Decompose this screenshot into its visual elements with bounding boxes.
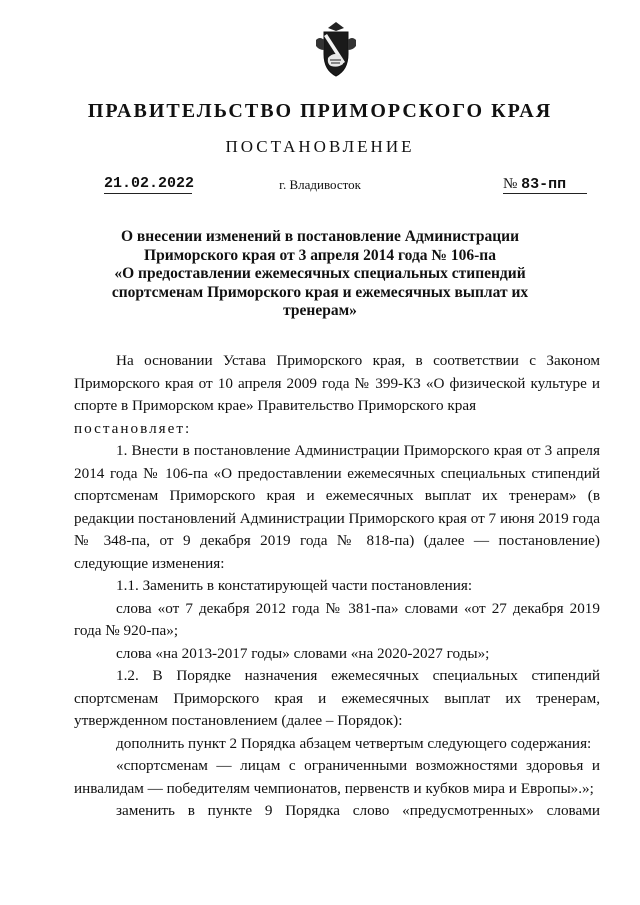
paragraph-1-1-b: слова «на 2013-2017 годы» словами «на 2020-2027 годы»; xyxy=(116,644,490,662)
heading-line: «О предоставлении ежемесячных специальных стипендий xyxy=(114,265,526,282)
coat-of-arms-icon xyxy=(306,20,366,80)
number-prefix: № xyxy=(503,176,518,192)
document-body xyxy=(74,350,600,823)
document-heading xyxy=(80,228,560,321)
paragraph-1-1-a: слова «от 7 декабря 2012 года № 381-па» словами «от 27 декабря 2019 года № 920-па»; xyxy=(74,599,600,639)
paragraph-1-2-a: дополнить пункт 2 Порядка абзацем четвертым следующего содержания: xyxy=(116,734,592,752)
paragraph-1-2-quote: «спортсменам — лицам с ограниченными возможностями здоровья и инвалидам — победителям чемпионатов, первенств и кубков мира и Европы».»; xyxy=(74,757,600,797)
paragraph-1-2-b: заменить в пункте 9 Порядка слово «предусмотренных» словами xyxy=(116,802,600,819)
heading-line: О внесении изменений в постановление Администрации xyxy=(120,228,519,245)
paragraph-1-2: 1.2. В Порядке назначения ежемесячных специальных стипендий спортсменам Приморского края и ежемесячных выплат их тренерам, утвержденном постановлением (далее – Порядок): xyxy=(74,667,600,729)
document-number xyxy=(503,176,587,194)
paragraph-1: 1. Внести в постановление Администрации Приморского края от 3 апреля 2014 года № 106-па «О предоставлении ежемесячных специальных стипендий спортсменам Приморского края и ежемесячных выплат их тренерам» (в редакции постановлений Администрации Приморского края от 7 июня 2019 года № 348-па, от 9 декабря 2019 года № 818-па) (далее — постановление) следующие изменения: xyxy=(74,442,600,572)
intro-paragraph: На основании Устава Приморского края, в соответствии с Законом Приморского края от 10 апреля 2009 года № 399-КЗ «О физической культуре и спорте в Приморском крае» Правительство Приморского края xyxy=(74,352,600,414)
heading-line: тренерам» xyxy=(283,302,357,319)
resolves-word: постановляет: xyxy=(74,419,192,437)
document-type: ПОСТАНОВЛЕНИЕ xyxy=(225,137,415,156)
heading-line: спортсменам Приморского края и ежемесячных выплат их xyxy=(111,283,529,301)
paragraph-1-1: 1.1. Заменить в констатирующей части постановления: xyxy=(116,577,473,594)
government-title: ПРАВИТЕЛЬСТВО ПРИМОРСКОГО КРАЯ xyxy=(87,100,553,122)
document-city: г. Владивосток xyxy=(279,177,361,192)
heading-line: Приморского края от 3 апреля 2014 года № 106-па xyxy=(144,246,496,264)
number-value: 83-пп xyxy=(521,176,567,193)
document-date: 21.02.2022 xyxy=(104,175,195,192)
